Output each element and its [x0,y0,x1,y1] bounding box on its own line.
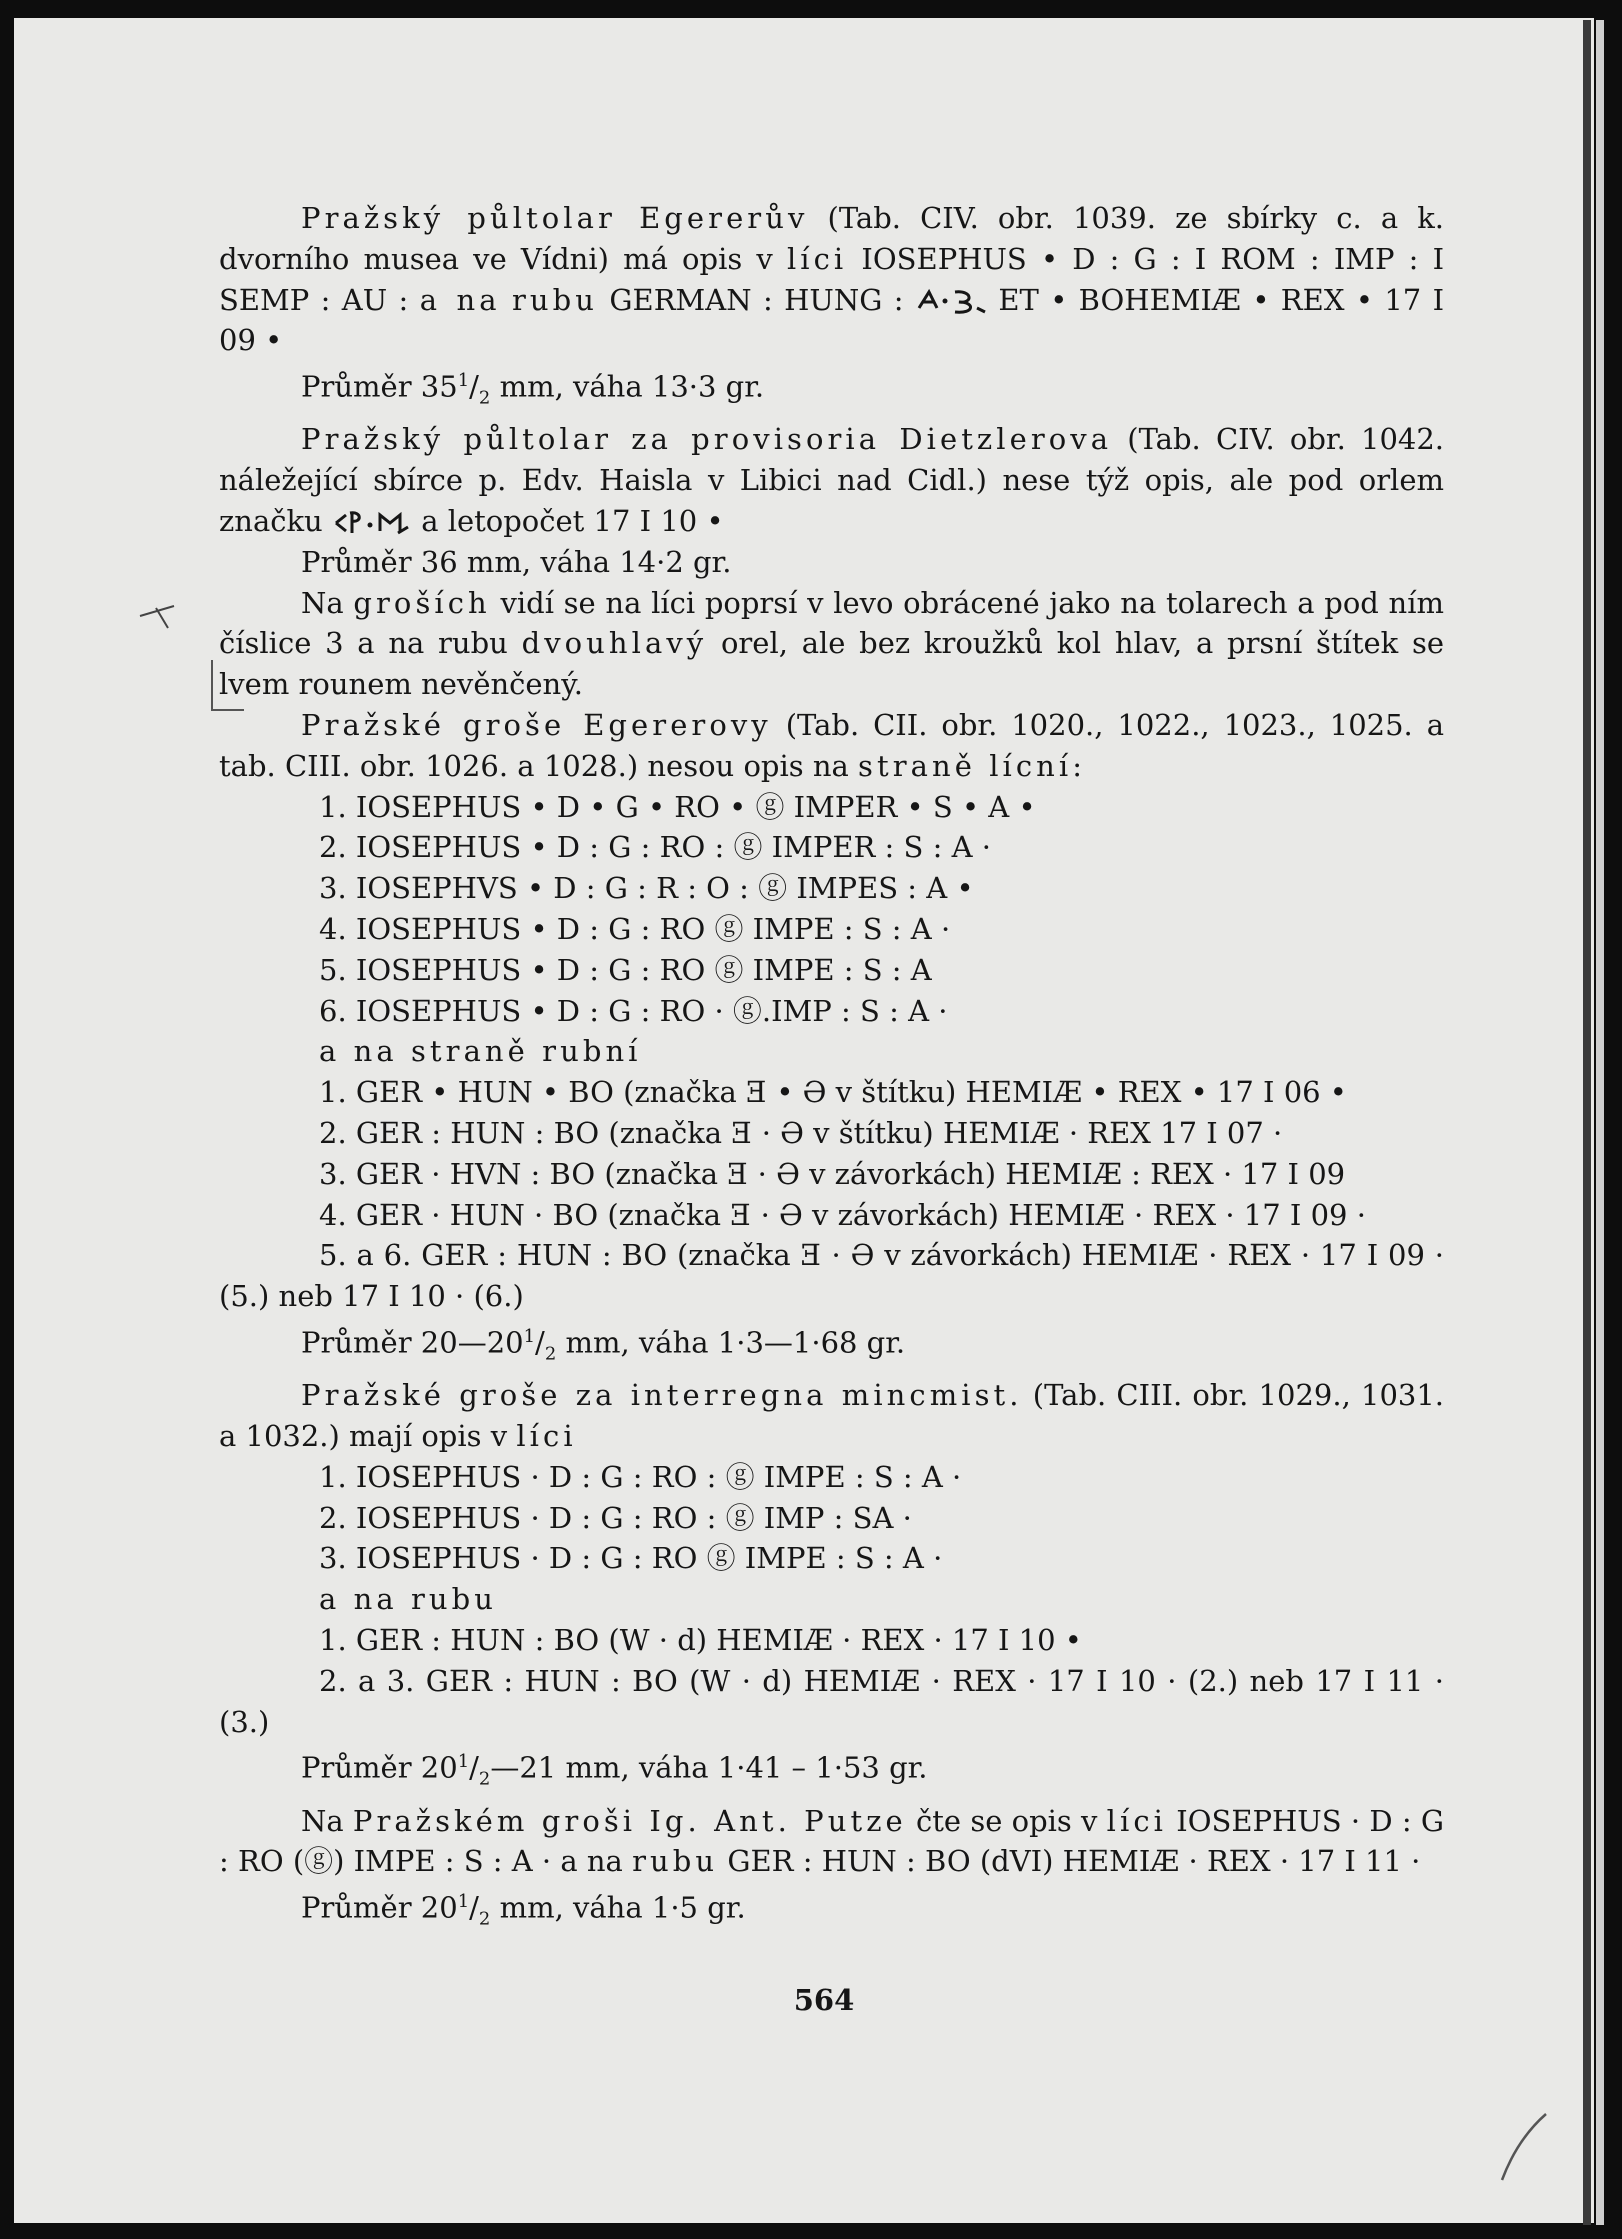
reverse-side-label: a na rubu [319,1582,498,1617]
interregnum-obverse-list [219,1457,1444,1579]
list-item: 4. GER · HUN · BO (značka Ǝ · Ə v závorkách) HEMIÆ · REX · 17 I 09 · [319,1197,1366,1232]
page-edge [1596,20,1604,2225]
list-item: 3. IOSEPHUS · D : G : RO ⓖ IMPE : S : A · [319,1541,943,1576]
reverse-side-label: a na straně rubní [319,1034,642,1069]
list-item: 1. IOSEPHUS • D • G • RO • ⓖ IMPER • S • A • [319,789,1036,824]
paragraph-interregnum-groschen: Pražské groše za interregna mincmist. (Tab. CIII. obr. 1029., 1031. a 1032.) mají opis v líci [219,1378,1445,1454]
page-number: 564 [793,1983,855,2017]
list-item-wrapped: 5. a 6. GER : HUN : BO (značka Ǝ · Ə v závorkách) HEMIÆ · REX · 17 I 09 · (5.) neb 17 I 10 · (6.) [219,1238,1444,1314]
list-item: 2. IOSEPHUS · D : G : RO : ⓖ IMP : SA · [319,1500,912,1535]
list-item: 3. GER · HVN : BO (značka Ǝ · Ə v závorkách) HEMIÆ : REX · 17 I 09 [319,1156,1346,1191]
paragraph-dietzler-half-thaler: Pražský půltolar za provisoria Dietzlerova (Tab. CIV. obr. 1042. náležející sbírce p. Edv. Haisla v Libici nad Cidl.) nese týž opis, ale pod orlem značku a letopočet 17 I 10 • [219,422,1445,539]
monogram-glyph-icon [915,286,987,316]
list-item: 2. IOSEPHUS • D : G : RO : ⓖ IMPER : S : A · [319,830,991,865]
interregnum-reverse-list [219,1620,1444,1742]
list-item: 5. IOSEPHUS • D : G : RO ⓖ IMPE : S : A [319,952,932,987]
paragraph-egerer-half-thaler: Pražský půltolar Egererův (Tab. CIV. obr. 1039. ze sbírky c. a k. dvorního musea ve Vídni) má opis v líci IOSEPHUS • D : G : I ROM : IMP : I SEMP : AU : a na rubu GERMAN : HUNG : ET • BOHEMIÆ • REX • 17 I 09 • [219,201,1445,358]
egerer-obverse-list [219,787,1444,1032]
paragraph-interregnum-measure: Průměr $20^1/_2—21$ mm, váha 1·41 – 1·53 gr. [301,1751,928,1790]
list-item: 1. IOSEPHUS · D : G : RO : ⓖ IMPE : S : A · [319,1459,962,1494]
paragraph-egerer-groschen-measure: Průměr $20—20^1/_2$ mm, váha 1·3—1·68 gr. [301,1325,906,1365]
egerer-reverse-list [219,1072,1444,1317]
paragraph-putz-groschen: Na Pražském groši Ig. Ant. Putze čte se opis v líci IOSEPHUS · D : G : RO (ⓖ) IMPE : S : A · a na rubu GER : HUN : BO (dVI) HEMIÆ · REX · 17 I 11 · [219,1803,1445,1879]
list-item: 6. IOSEPHUS • D : G : RO · ⓖ.IMP : S : A · [319,993,948,1028]
paragraph-groschen-intro: Na groších vidí se na líci poprsí v levo obrácené jako na tolarech a pod ním číslice 3 a na rubu dvouhlavý orel, ale bez kroužků kol hlav, a prsní štítek se lvem rounem nevěnčený. [219,585,1445,702]
mint-mark-glyph-icon [332,507,412,537]
list-item: 1. GER : HUN : BO (W · d) HEMIÆ · REX · 17 I 10 • [319,1623,1082,1657]
page-content [219,198,1444,1940]
list-item: 3. IOSEPHVS • D : G : R : O : ⓖ IMPES : A • [319,871,974,906]
page-edge-shadow [1583,20,1591,2225]
scanned-page [14,18,1594,2223]
list-item: 1. GER • HUN • BO (značka Ǝ • Ə v štítku) HEMIÆ • REX • 17 I 06 • [319,1075,1347,1110]
paragraph-egerer-groschen: Pražské groše Egererovy (Tab. CII. obr. 1020., 1022., 1023., 1025. a tab. CIII. obr. 1026. a 1028.) nesou opis na straně lícní: [219,708,1444,783]
paragraph-putz-measure: Průměr $20^1/_2$ mm, váha 1·5 gr. [301,1890,746,1930]
list-item: 2. GER : HUN : BO (značka Ǝ · Ə v štítku) HEMIÆ · REX 17 I 07 · [319,1115,1283,1150]
pencil-bracket-icon [204,658,264,718]
pencil-stroke-icon [1494,2108,1554,2188]
paragraph-dietzler-measure: Průměr 36 mm, váha 14·2 gr. [301,544,732,579]
pencil-mark-icon [134,588,194,638]
list-item-wrapped: 2. a 3. GER : HUN : BO (W · d) HEMIÆ · REX · 17 I 10 · (2.) neb 17 I 11 · (3.) [219,1663,1444,1739]
list-item: 4. IOSEPHUS • D : G : RO ⓖ IMPE : S : A · [319,912,951,946]
paragraph-egerer-measure: Průměr $35^1/_2$ mm, váha 13·3 gr. [301,369,765,409]
